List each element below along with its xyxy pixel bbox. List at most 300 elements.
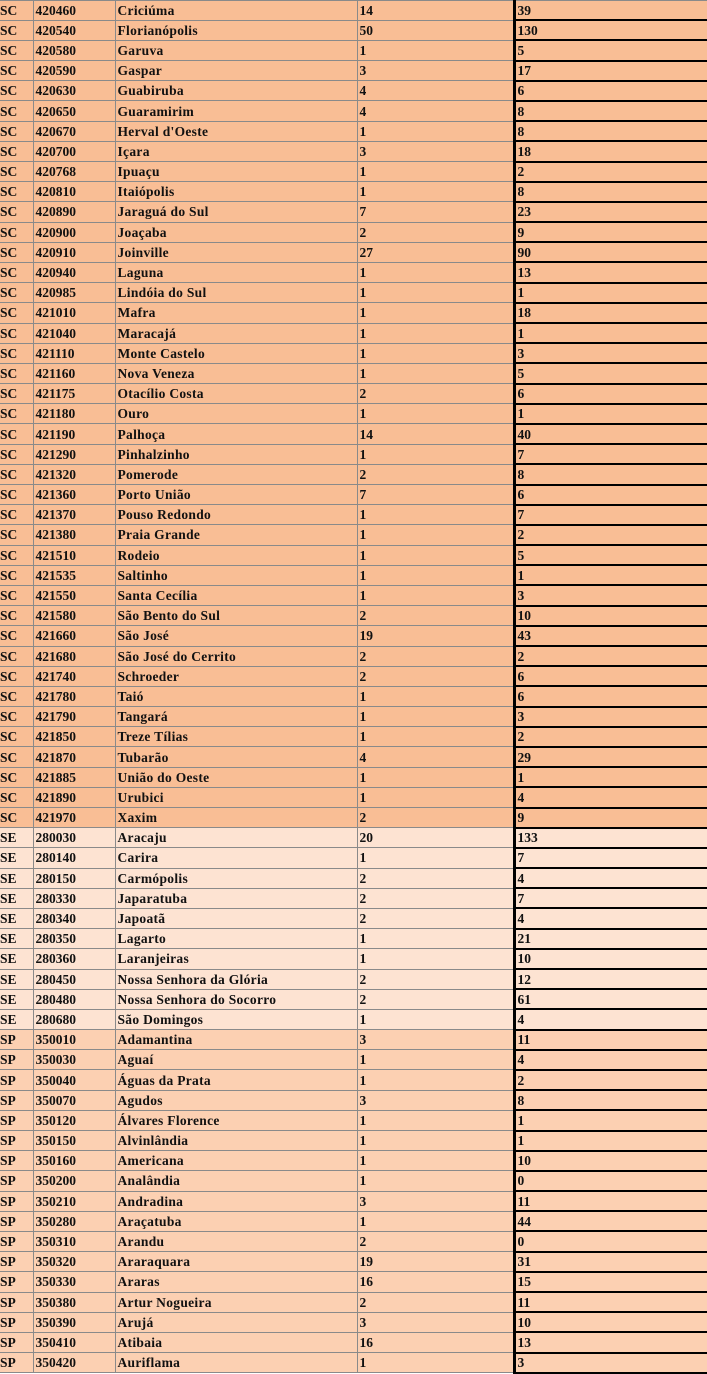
value-cell: 6 bbox=[514, 666, 707, 686]
value-cell: 6 bbox=[514, 485, 707, 505]
state-cell: SC bbox=[0, 162, 33, 182]
municipality-cell: Carira bbox=[115, 848, 357, 868]
quantity-cell: 1 bbox=[357, 929, 514, 949]
state-cell: SP bbox=[0, 1353, 33, 1373]
value-cell: 4 bbox=[514, 868, 707, 888]
municipality-cell: Águas da Prata bbox=[115, 1070, 357, 1090]
code-cell: 420985 bbox=[33, 283, 115, 303]
quantity-cell: 1 bbox=[357, 848, 514, 868]
code-cell: 350320 bbox=[33, 1252, 115, 1272]
value-cell: 8 bbox=[514, 101, 707, 121]
state-cell: SP bbox=[0, 1030, 33, 1050]
table-row bbox=[0, 1231, 707, 1251]
code-cell: 420890 bbox=[33, 202, 115, 222]
table-row bbox=[0, 343, 707, 363]
quantity-cell: 1 bbox=[357, 343, 514, 363]
value-cell: 11 bbox=[514, 1191, 707, 1211]
code-cell: 420940 bbox=[33, 262, 115, 282]
municipality-cell: Aguaí bbox=[115, 1050, 357, 1070]
quantity-cell: 1 bbox=[357, 1353, 514, 1373]
table-row bbox=[0, 505, 707, 525]
table-row bbox=[0, 1030, 707, 1050]
table-row bbox=[0, 1312, 707, 1332]
quantity-cell: 1 bbox=[357, 1171, 514, 1191]
code-cell: 420650 bbox=[33, 101, 115, 121]
state-cell: SP bbox=[0, 1131, 33, 1151]
municipality-cell: Rodeio bbox=[115, 545, 357, 565]
state-cell: SC bbox=[0, 424, 33, 444]
state-cell: SC bbox=[0, 545, 33, 565]
state-cell: SE bbox=[0, 969, 33, 989]
quantity-cell: 16 bbox=[357, 1272, 514, 1292]
state-cell: SC bbox=[0, 363, 33, 383]
value-cell: 1 bbox=[514, 767, 707, 787]
municipality-cell: Laguna bbox=[115, 262, 357, 282]
value-cell: 18 bbox=[514, 141, 707, 161]
municipality-cell: Carmópolis bbox=[115, 868, 357, 888]
state-cell: SE bbox=[0, 908, 33, 928]
table-row bbox=[0, 81, 707, 101]
state-cell: SC bbox=[0, 686, 33, 706]
table-row bbox=[0, 666, 707, 686]
quantity-cell: 1 bbox=[357, 182, 514, 202]
code-cell: 280340 bbox=[33, 908, 115, 928]
municipality-cell: Arandu bbox=[115, 1231, 357, 1251]
table-row bbox=[0, 1090, 707, 1110]
municipality-cell: Criciúma bbox=[115, 1, 357, 21]
code-cell: 421320 bbox=[33, 464, 115, 484]
table-row bbox=[0, 485, 707, 505]
quantity-cell: 1 bbox=[357, 303, 514, 323]
municipality-cell: Tubarão bbox=[115, 747, 357, 767]
state-cell: SP bbox=[0, 1332, 33, 1352]
code-cell: 350040 bbox=[33, 1070, 115, 1090]
municipality-cell: Içara bbox=[115, 141, 357, 161]
quantity-cell: 1 bbox=[357, 1009, 514, 1029]
municipality-cell: Maracajá bbox=[115, 323, 357, 343]
quantity-cell: 1 bbox=[357, 1110, 514, 1130]
municipality-cell: Praia Grande bbox=[115, 525, 357, 545]
value-cell: 10 bbox=[514, 1312, 707, 1332]
table-row bbox=[0, 323, 707, 343]
value-cell: 133 bbox=[514, 828, 707, 848]
state-cell: SP bbox=[0, 1050, 33, 1070]
municipality-cell: União do Oeste bbox=[115, 767, 357, 787]
state-cell: SC bbox=[0, 121, 33, 141]
code-cell: 350380 bbox=[33, 1292, 115, 1312]
state-cell: SC bbox=[0, 202, 33, 222]
municipality-cell: Palhoça bbox=[115, 424, 357, 444]
municipality-cell: Alvinlândia bbox=[115, 1131, 357, 1151]
state-cell: SC bbox=[0, 444, 33, 464]
state-cell: SC bbox=[0, 262, 33, 282]
state-cell: SC bbox=[0, 767, 33, 787]
state-cell: SE bbox=[0, 888, 33, 908]
municipality-cell: Atibaia bbox=[115, 1332, 357, 1352]
municipality-cell: Ipuaçu bbox=[115, 162, 357, 182]
table-row bbox=[0, 908, 707, 928]
quantity-cell: 3 bbox=[357, 1312, 514, 1332]
table-row bbox=[0, 1353, 707, 1373]
municipality-cell: Tangará bbox=[115, 707, 357, 727]
value-cell: 9 bbox=[514, 808, 707, 828]
table-row bbox=[0, 686, 707, 706]
municipality-cell: Gaspar bbox=[115, 61, 357, 81]
value-cell: 1 bbox=[514, 1110, 707, 1130]
state-cell: SP bbox=[0, 1151, 33, 1171]
table-row bbox=[0, 1110, 707, 1130]
quantity-cell: 7 bbox=[357, 485, 514, 505]
value-cell: 3 bbox=[514, 707, 707, 727]
quantity-cell: 1 bbox=[357, 707, 514, 727]
code-cell: 350070 bbox=[33, 1090, 115, 1110]
value-cell: 31 bbox=[514, 1252, 707, 1272]
value-cell: 1 bbox=[514, 283, 707, 303]
municipality-cell: Pouso Redondo bbox=[115, 505, 357, 525]
table-row bbox=[0, 868, 707, 888]
value-cell: 6 bbox=[514, 686, 707, 706]
table-row bbox=[0, 949, 707, 969]
state-cell: SC bbox=[0, 242, 33, 262]
table-row bbox=[0, 242, 707, 262]
quantity-cell: 1 bbox=[357, 545, 514, 565]
state-cell: SC bbox=[0, 141, 33, 161]
table-row bbox=[0, 162, 707, 182]
code-cell: 421885 bbox=[33, 767, 115, 787]
table-row bbox=[0, 969, 707, 989]
state-cell: SC bbox=[0, 585, 33, 605]
state-cell: SP bbox=[0, 1171, 33, 1191]
code-cell: 420768 bbox=[33, 162, 115, 182]
municipality-cell: Otacílio Costa bbox=[115, 384, 357, 404]
quantity-cell: 2 bbox=[357, 888, 514, 908]
table-row bbox=[0, 404, 707, 424]
state-cell: SC bbox=[0, 323, 33, 343]
table-row bbox=[0, 1050, 707, 1070]
state-cell: SC bbox=[0, 81, 33, 101]
municipality-cell: Artur Nogueira bbox=[115, 1292, 357, 1312]
quantity-cell: 20 bbox=[357, 828, 514, 848]
state-cell: SC bbox=[0, 40, 33, 60]
state-cell: SE bbox=[0, 848, 33, 868]
table-row bbox=[0, 1, 707, 21]
value-cell: 4 bbox=[514, 1050, 707, 1070]
value-cell: 2 bbox=[514, 727, 707, 747]
code-cell: 350280 bbox=[33, 1211, 115, 1231]
code-cell: 421660 bbox=[33, 626, 115, 646]
quantity-cell: 19 bbox=[357, 626, 514, 646]
value-cell: 8 bbox=[514, 464, 707, 484]
table-row bbox=[0, 20, 707, 40]
state-cell: SE bbox=[0, 989, 33, 1009]
quantity-cell: 2 bbox=[357, 868, 514, 888]
value-cell: 21 bbox=[514, 929, 707, 949]
state-cell: SC bbox=[0, 666, 33, 686]
code-cell: 421360 bbox=[33, 485, 115, 505]
table-row bbox=[0, 1292, 707, 1312]
code-cell: 280030 bbox=[33, 828, 115, 848]
code-cell: 420580 bbox=[33, 40, 115, 60]
code-cell: 421970 bbox=[33, 808, 115, 828]
value-cell: 0 bbox=[514, 1231, 707, 1251]
municipality-cell: Adamantina bbox=[115, 1030, 357, 1050]
value-cell: 18 bbox=[514, 303, 707, 323]
table-row bbox=[0, 929, 707, 949]
code-cell: 350030 bbox=[33, 1050, 115, 1070]
state-cell: SE bbox=[0, 929, 33, 949]
state-cell: SC bbox=[0, 485, 33, 505]
code-cell: 350330 bbox=[33, 1272, 115, 1292]
quantity-cell: 4 bbox=[357, 747, 514, 767]
value-cell: 13 bbox=[514, 1332, 707, 1352]
municipality-cell: Joaçaba bbox=[115, 222, 357, 242]
quantity-cell: 1 bbox=[357, 1050, 514, 1070]
table-row bbox=[0, 1171, 707, 1191]
code-cell: 280360 bbox=[33, 949, 115, 969]
state-cell: SC bbox=[0, 525, 33, 545]
quantity-cell: 1 bbox=[357, 565, 514, 585]
code-cell: 280680 bbox=[33, 1009, 115, 1029]
municipality-cell: Auriflama bbox=[115, 1353, 357, 1373]
table-row bbox=[0, 808, 707, 828]
municipality-cell: Joinville bbox=[115, 242, 357, 262]
quantity-cell: 1 bbox=[357, 262, 514, 282]
quantity-cell: 2 bbox=[357, 464, 514, 484]
code-cell: 421850 bbox=[33, 727, 115, 747]
table-row bbox=[0, 444, 707, 464]
state-cell: SE bbox=[0, 868, 33, 888]
quantity-cell: 1 bbox=[357, 444, 514, 464]
state-cell: SP bbox=[0, 1312, 33, 1332]
quantity-cell: 1 bbox=[357, 525, 514, 545]
state-cell: SC bbox=[0, 101, 33, 121]
quantity-cell: 1 bbox=[357, 1070, 514, 1090]
code-cell: 280450 bbox=[33, 969, 115, 989]
value-cell: 5 bbox=[514, 363, 707, 383]
municipality-cell: Agudos bbox=[115, 1090, 357, 1110]
table-row bbox=[0, 1009, 707, 1029]
code-cell: 420460 bbox=[33, 1, 115, 21]
municipality-cell: Urubici bbox=[115, 787, 357, 807]
code-cell: 421370 bbox=[33, 505, 115, 525]
quantity-cell: 1 bbox=[357, 1151, 514, 1171]
code-cell: 421010 bbox=[33, 303, 115, 323]
code-cell: 421780 bbox=[33, 686, 115, 706]
code-cell: 421110 bbox=[33, 343, 115, 363]
code-cell: 421290 bbox=[33, 444, 115, 464]
state-cell: SP bbox=[0, 1110, 33, 1130]
value-cell: 5 bbox=[514, 545, 707, 565]
quantity-cell: 19 bbox=[357, 1252, 514, 1272]
table-row bbox=[0, 606, 707, 626]
state-cell: SE bbox=[0, 828, 33, 848]
table-row bbox=[0, 262, 707, 282]
quantity-cell: 2 bbox=[357, 646, 514, 666]
value-cell: 2 bbox=[514, 1070, 707, 1090]
table-row bbox=[0, 565, 707, 585]
code-cell: 280350 bbox=[33, 929, 115, 949]
municipality-cell: Nossa Senhora da Glória bbox=[115, 969, 357, 989]
value-cell: 44 bbox=[514, 1211, 707, 1231]
value-cell: 61 bbox=[514, 989, 707, 1009]
state-cell: SC bbox=[0, 61, 33, 81]
municipality-cell: Ouro bbox=[115, 404, 357, 424]
table-row bbox=[0, 283, 707, 303]
state-cell: SP bbox=[0, 1191, 33, 1211]
code-cell: 421175 bbox=[33, 384, 115, 404]
code-cell: 421190 bbox=[33, 424, 115, 444]
table-row bbox=[0, 989, 707, 1009]
municipality-cell: Santa Cecília bbox=[115, 585, 357, 605]
table-row bbox=[0, 424, 707, 444]
state-cell: SC bbox=[0, 646, 33, 666]
code-cell: 421180 bbox=[33, 404, 115, 424]
value-cell: 3 bbox=[514, 343, 707, 363]
code-cell: 280480 bbox=[33, 989, 115, 1009]
value-cell: 8 bbox=[514, 182, 707, 202]
code-cell: 350120 bbox=[33, 1110, 115, 1130]
value-cell: 17 bbox=[514, 61, 707, 81]
value-cell: 2 bbox=[514, 646, 707, 666]
municipality-cell: Saltinho bbox=[115, 565, 357, 585]
state-cell: SC bbox=[0, 343, 33, 363]
value-cell: 7 bbox=[514, 848, 707, 868]
municipality-cell: São Bento do Sul bbox=[115, 606, 357, 626]
value-cell: 10 bbox=[514, 606, 707, 626]
municipality-cell: Americana bbox=[115, 1151, 357, 1171]
value-cell: 7 bbox=[514, 444, 707, 464]
quantity-cell: 1 bbox=[357, 949, 514, 969]
quantity-cell: 1 bbox=[357, 162, 514, 182]
table-row bbox=[0, 202, 707, 222]
quantity-cell: 14 bbox=[357, 1, 514, 21]
municipality-cell: Treze Tílias bbox=[115, 727, 357, 747]
code-cell: 420810 bbox=[33, 182, 115, 202]
value-cell: 6 bbox=[514, 384, 707, 404]
table-row bbox=[0, 61, 707, 81]
table-row bbox=[0, 121, 707, 141]
municipality-cell: Schroeder bbox=[115, 666, 357, 686]
municipality-cell: São José bbox=[115, 626, 357, 646]
value-cell: 4 bbox=[514, 787, 707, 807]
table-row bbox=[0, 1070, 707, 1090]
table-row bbox=[0, 1191, 707, 1211]
state-cell: SC bbox=[0, 222, 33, 242]
value-cell: 5 bbox=[514, 40, 707, 60]
table-row bbox=[0, 384, 707, 404]
state-cell: SP bbox=[0, 1211, 33, 1231]
quantity-cell: 3 bbox=[357, 1191, 514, 1211]
municipality-cell: Nossa Senhora do Socorro bbox=[115, 989, 357, 1009]
state-cell: SC bbox=[0, 747, 33, 767]
quantity-cell: 3 bbox=[357, 61, 514, 81]
code-cell: 421740 bbox=[33, 666, 115, 686]
state-cell: SC bbox=[0, 283, 33, 303]
quantity-cell: 14 bbox=[357, 424, 514, 444]
table-body bbox=[0, 1, 707, 1373]
value-cell: 15 bbox=[514, 1272, 707, 1292]
municipality-cell: São Domingos bbox=[115, 1009, 357, 1029]
value-cell: 8 bbox=[514, 121, 707, 141]
value-cell: 90 bbox=[514, 242, 707, 262]
value-cell: 11 bbox=[514, 1292, 707, 1312]
quantity-cell: 2 bbox=[357, 384, 514, 404]
table-row bbox=[0, 1332, 707, 1352]
value-cell: 6 bbox=[514, 81, 707, 101]
state-cell: SC bbox=[0, 505, 33, 525]
municipality-cell: Florianópolis bbox=[115, 20, 357, 40]
code-cell: 421550 bbox=[33, 585, 115, 605]
code-cell: 421160 bbox=[33, 363, 115, 383]
code-cell: 421890 bbox=[33, 787, 115, 807]
code-cell: 421040 bbox=[33, 323, 115, 343]
quantity-cell: 3 bbox=[357, 1030, 514, 1050]
state-cell: SC bbox=[0, 384, 33, 404]
value-cell: 9 bbox=[514, 222, 707, 242]
code-cell: 280330 bbox=[33, 888, 115, 908]
state-cell: SC bbox=[0, 787, 33, 807]
quantity-cell: 1 bbox=[357, 121, 514, 141]
table-row bbox=[0, 141, 707, 161]
quantity-cell: 4 bbox=[357, 101, 514, 121]
state-cell: SC bbox=[0, 626, 33, 646]
value-cell: 2 bbox=[514, 162, 707, 182]
table-row bbox=[0, 727, 707, 747]
municipality-cell: Laranjeiras bbox=[115, 949, 357, 969]
value-cell: 0 bbox=[514, 1171, 707, 1191]
quantity-cell: 2 bbox=[357, 1292, 514, 1312]
quantity-cell: 27 bbox=[357, 242, 514, 262]
municipality-cell: Mafra bbox=[115, 303, 357, 323]
code-cell: 420540 bbox=[33, 20, 115, 40]
value-cell: 39 bbox=[514, 1, 707, 21]
code-cell: 421790 bbox=[33, 707, 115, 727]
state-cell: SC bbox=[0, 404, 33, 424]
quantity-cell: 2 bbox=[357, 222, 514, 242]
municipality-cell: Nova Veneza bbox=[115, 363, 357, 383]
value-cell: 7 bbox=[514, 505, 707, 525]
table-row bbox=[0, 101, 707, 121]
state-cell: SP bbox=[0, 1272, 33, 1292]
value-cell: 11 bbox=[514, 1030, 707, 1050]
quantity-cell: 2 bbox=[357, 808, 514, 828]
quantity-cell: 2 bbox=[357, 1231, 514, 1251]
municipality-cell: Álvares Florence bbox=[115, 1110, 357, 1130]
quantity-cell: 2 bbox=[357, 606, 514, 626]
state-cell: SC bbox=[0, 464, 33, 484]
municipality-cell: Taió bbox=[115, 686, 357, 706]
municipality-cell: Jaraguá do Sul bbox=[115, 202, 357, 222]
value-cell: 1 bbox=[514, 1131, 707, 1151]
quantity-cell: 50 bbox=[357, 20, 514, 40]
table-row bbox=[0, 1131, 707, 1151]
table-row bbox=[0, 1272, 707, 1292]
table-row bbox=[0, 626, 707, 646]
table-row bbox=[0, 182, 707, 202]
value-cell: 13 bbox=[514, 262, 707, 282]
state-cell: SC bbox=[0, 606, 33, 626]
state-cell: SC bbox=[0, 303, 33, 323]
table-row bbox=[0, 787, 707, 807]
table-row bbox=[0, 40, 707, 60]
code-cell: 420630 bbox=[33, 81, 115, 101]
value-cell: 40 bbox=[514, 424, 707, 444]
table-row bbox=[0, 222, 707, 242]
code-cell: 280140 bbox=[33, 848, 115, 868]
value-cell: 43 bbox=[514, 626, 707, 646]
code-cell: 280150 bbox=[33, 868, 115, 888]
state-cell: SC bbox=[0, 20, 33, 40]
